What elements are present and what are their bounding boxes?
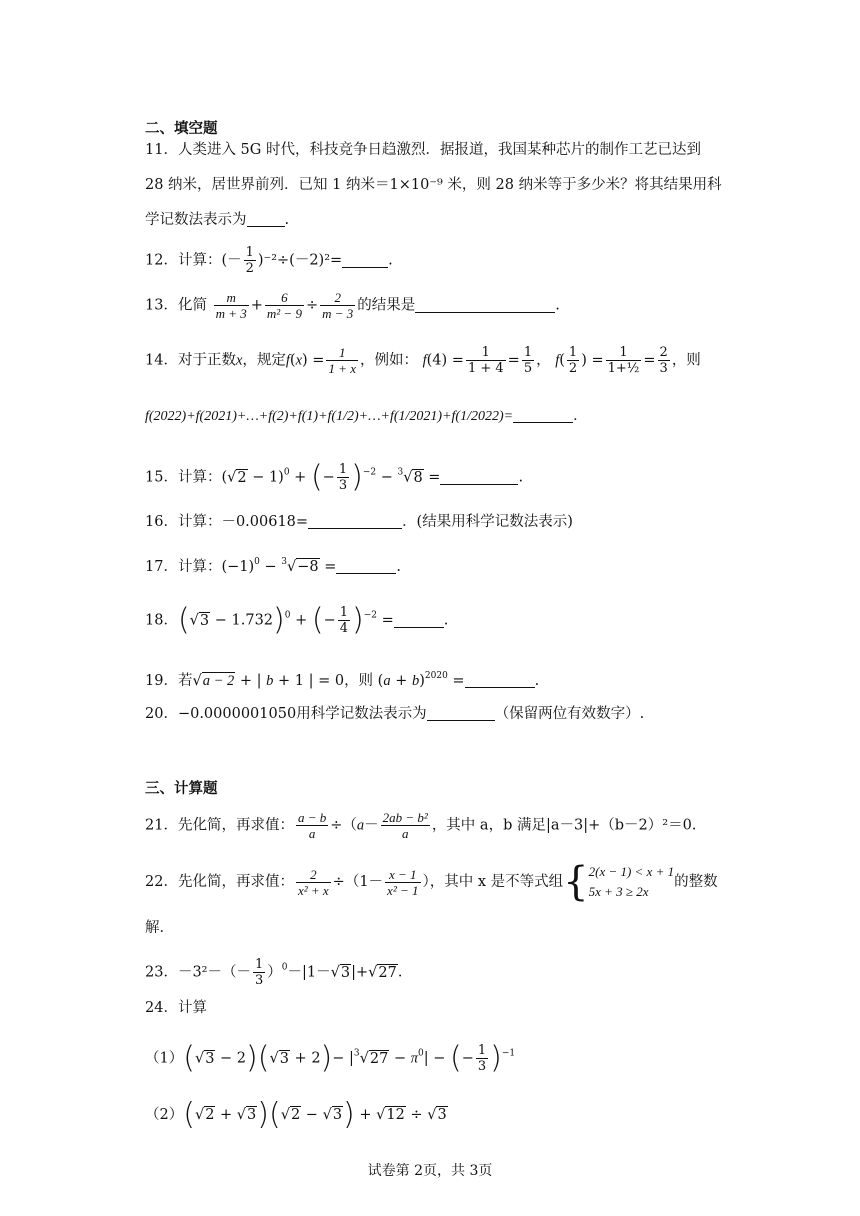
answer-blank (336, 558, 396, 574)
question-16 (145, 512, 730, 532)
answer-blank (394, 612, 444, 628)
question-18-prefix: 18． (145, 612, 178, 629)
question-11-text: 学记数法表示为 (145, 212, 247, 228)
denominator: 2 (245, 261, 254, 276)
question-19-mid: ，则 (344, 673, 374, 689)
question-15-prefix: 15．计算： (145, 469, 222, 486)
fraction: $\frac{1}{1 + 4}$ (467, 345, 504, 376)
question-17-prefix: 17．计算： (145, 559, 222, 575)
function-sum: f(2022)+f(2021)+…+f(2)+f(1)+f(1/2)+…+f(1/2021)+f(1/2022)= (145, 409, 514, 424)
answer-blank (465, 672, 535, 688)
part-2-label: （2） (145, 1107, 184, 1123)
fraction: $\frac{1}{3}$ (255, 957, 264, 988)
question-17: 17．计算：$(-1)^0 - ^3√-8$ = . (145, 557, 401, 575)
answer-blank (308, 513, 402, 529)
question-11-line-2: 28 纳米，居世界前列．已知 1 纳米＝1×10⁻⁹ 米，则 28 纳米等于多少米？将其结果用科 (145, 177, 722, 193)
answer-blank (513, 407, 573, 423)
question-19-prefix: 19．若 (145, 673, 193, 689)
question-14-example: ，例如： (360, 352, 418, 369)
question-14-prefix: 14．对于正数 (145, 352, 236, 369)
question-22-prefix: 22．先化简，再求值： (145, 874, 294, 890)
question-24-part-2: （2）(√2 + √3)(√2 − √3) + √12 ÷ √3 (145, 1097, 447, 1132)
fraction: $\frac{6}{\text{m² − 9}}$ (266, 290, 302, 321)
fraction (244, 245, 256, 276)
question-13: 13．化简 $\frac{m}{m + 3}$ + $\frac{6}{\text{m² − 9}}$ ÷ $\frac{2}{m - 3}$ 的结果是 . (145, 290, 560, 321)
section-title-calculation: 三、计算题 (145, 780, 218, 797)
question-22-tail: 解． (145, 920, 174, 936)
fraction: $\frac{1}{2}$ (568, 345, 578, 376)
answer-blank (342, 252, 388, 268)
fraction: $\frac{1}{1 + x}$ (328, 345, 356, 376)
question-19: 19．若√a − 2 + | b + 1 | = 0，则 $(a + b)^{2020}$ = . (145, 671, 540, 689)
page-footer: 试卷第 2页，共 3页 (367, 1163, 493, 1179)
question-12-prefix: 12．计算：(－ (145, 252, 242, 269)
fraction: $\frac{2}{\text{x² + x}}$ (297, 866, 329, 898)
fraction: $\frac{1}{\text{1+½}}$ (607, 345, 640, 376)
question-24-title: 24．计算 (145, 1000, 207, 1016)
question-11-line-1: 11．人类进入 5G 时代，科技竞争日趋激烈．据报道，我国某种芯片的制作工艺已达到 (145, 142, 701, 158)
answer-blank (427, 705, 495, 721)
question-13-prefix: 13．化简 (145, 297, 207, 314)
question-11-line-3: 学记数法表示为 . (145, 212, 290, 228)
question-16-prefix: 16．计算：－0.00618= (145, 514, 309, 530)
section-title-fill-in: 二、填空题 (145, 120, 218, 137)
question-21-prefix: 21．先化简，再求值： (145, 817, 294, 834)
question-22-suffix: 的整数 (674, 874, 718, 890)
question-23: 23．－3²－（－ $\frac{1}{3}$ ）$^0$－|1－√3|+√27． (145, 957, 413, 988)
question-14-line-1: 14．对于正数x，规定f(x) = $\frac{1}{1 + x}$ ，例如： f(4) = $\frac{1}{1 + 4}$ = $\frac{1}{5}$ ， f( $\frac{1}{2}$ ) = $\frac{1}{\text{1+½}}$ = $\frac{2}{3}$ ，则 (145, 345, 701, 376)
fraction: $\frac{1}{4}$ (339, 605, 349, 636)
fraction: $\frac{1}{3}$ (338, 462, 348, 493)
variable: x (235, 352, 243, 369)
fraction: $\frac{1}{3}$ (477, 1043, 487, 1074)
question-14-line-2: f(2022)+f(2021)+…+f(2)+f(1)+f(1/2)+…+f(1/2021)+f(1/2022)= . (145, 408, 578, 424)
fraction: $\frac{\text{2ab − b²}}{a}$ (382, 810, 428, 841)
question-22-mid: ，其中 x 是不等式组 (429, 874, 564, 890)
question-18: 18．$(√3 - 1.732)^0$ + (− $\frac{1}{4}$ )$^{-2}$ = . (145, 602, 449, 638)
question-15: 15．计算：$(√2 - 1)^0$ + (− $\frac{1}{3}$ )$^{-2}$ − $^3$√8 = . (145, 459, 524, 495)
fraction: $\frac{m}{m + 3}$ (215, 290, 247, 321)
answer-blank (247, 211, 285, 227)
question-24-part-1: $(1)(√3 - 2)(√3 + 2)- |^3√27 - \pi^0|$ − (− $\frac{1}{3}$ )$^{-1}$ (145, 1040, 516, 1076)
fraction: $\frac{2}{3}$ (659, 345, 668, 376)
answer-blank (440, 469, 518, 485)
question-20-suffix: （保留两位有效数字）. (494, 706, 645, 722)
question-14-rule: ，规定 (242, 352, 286, 369)
question-21-suffix: ，其中 a，b 满足|a－3|+（b－2）²＝0. (431, 817, 697, 834)
question-12: 12．计算：(－ $\frac{1}{2}$ )⁻²÷(－2)²= . (145, 245, 393, 276)
question-21: 21．先化简，再求值： $\frac{a - b}{a}$ ÷（a－ $\frac{\text{2ab − b²}}{a}$ ，其中 a，b 满足|a－3|+（b－2）²＝0. (145, 810, 697, 841)
question-23-prefix: 23．－3²－（－ (145, 964, 251, 981)
fraction: $\frac{a - b}{a}$ (297, 810, 327, 841)
inequality-system: 2(x − 1) < x + 1 5x + 3 ≥ 2x (588, 864, 675, 899)
part-1-label: （1） (145, 1050, 184, 1067)
question-20-prefix: 20．−0.0000001050用科学记数法表示为 (145, 706, 427, 722)
numerator: 1 (245, 245, 254, 260)
question-16-suffix: ．(结果用科学记数法表示) (402, 514, 573, 530)
question-22: 22．先化简，再求值： $\frac{2}{\text{x² + x}}$ ÷（1－ $\frac{x - 1}{\text{x² − 1}}$ ），其中 x 是不等式组{2(x − 1) < x + 1 5x + 3 ≥ 2x的整数 (145, 859, 718, 905)
question-20 (145, 704, 730, 724)
fraction: $\frac{1}{5}$ (523, 345, 533, 376)
answer-blank (415, 297, 555, 313)
question-13-suffix: 的结果是 (357, 297, 416, 314)
question-12-suffix: )⁻²÷(－2)²= (257, 252, 343, 269)
fraction: $\frac{2}{m - 3}$ (322, 290, 354, 321)
question-14-then: ，则 (671, 352, 701, 369)
fraction: $\frac{x - 1}{\text{x² − 1}}$ (387, 866, 419, 898)
